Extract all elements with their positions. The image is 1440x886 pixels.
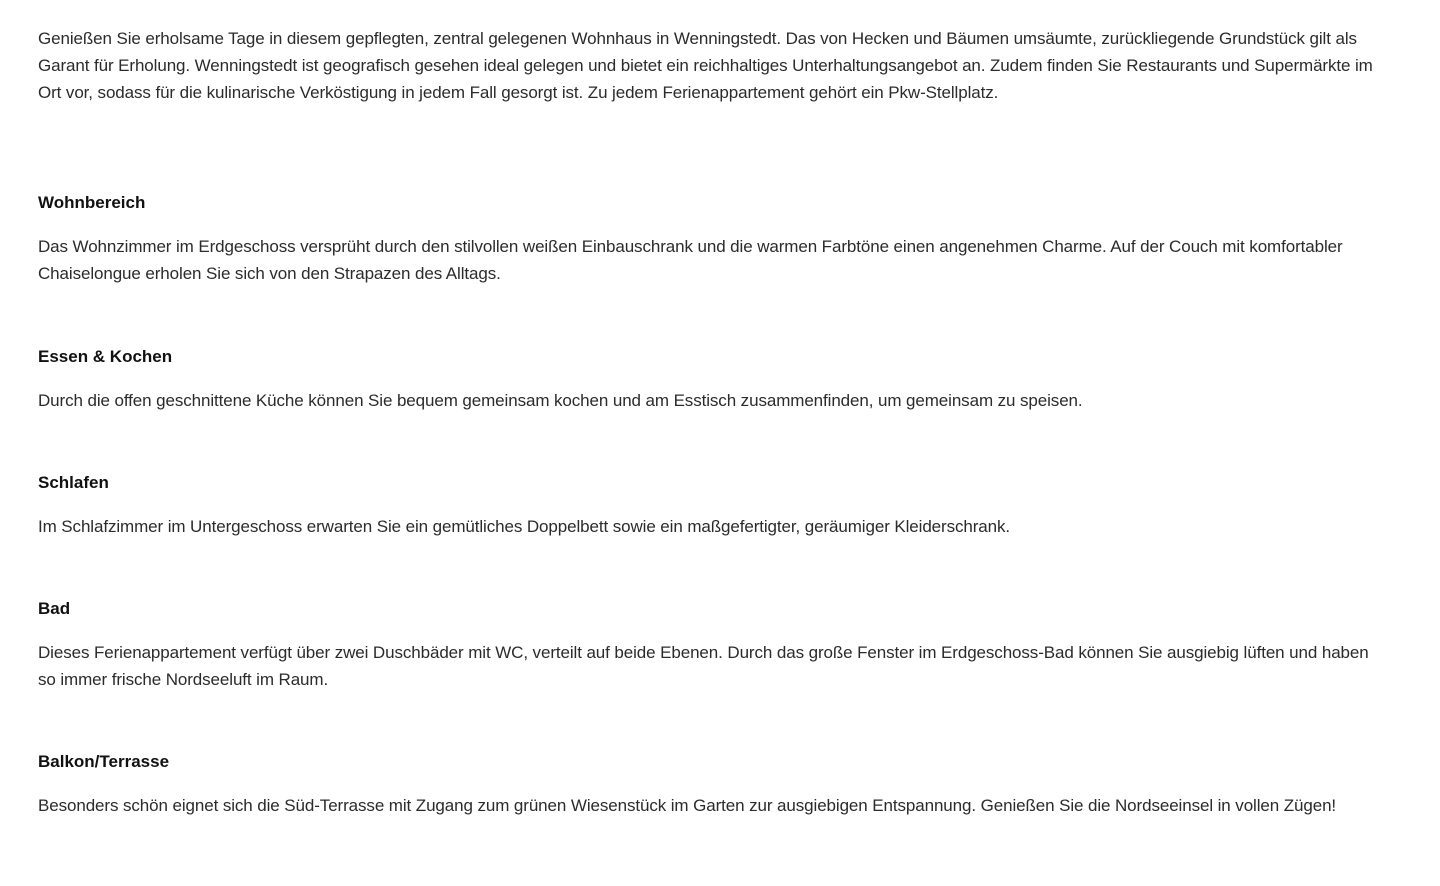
section-heading: Balkon/Terrasse [38,752,170,771]
section-essen-kochen [38,345,1378,414]
section-balkon-terrasse [38,750,1378,819]
section-schlafen [38,471,1378,540]
section-text: Dieses Ferienappartement verfügt über zwei Duschbäder mit WC, verteilt auf beide Ebenen. Durch das große Fenster im Erdgeschoss-Bad können Sie ausgiebig lüften und haben so immer frische Nordseeluft im Raum. [38,643,1369,689]
section-wohnbereich [38,191,1378,287]
section-heading: Wohnbereich [38,193,146,212]
section-heading: Schlafen [38,473,109,492]
section-text: Im Schlafzimmer im Untergeschoss erwarten Sie ein gemütliches Doppelbett sowie ein maßgefertigter, geräumiger Kleiderschrank. [38,517,1011,536]
intro-paragraph: Genießen Sie erholsame Tage in diesem gepflegten, zentral gelegenen Wohnhaus in Wenningstedt. Das von Hecken und Bäumen umsäumte, zurückliegende Grundstück gilt als Garant für Erholung. Wenningstedt ist geografisch gesehen ideal gelegen und bietet ein reichhaltiges Unterhaltungsangebot an. Zudem finden Sie Restaurants und Supermärkte im Ort vor, sodass für die kulinarische Verköstigung in jedem Fall gesorgt ist. Zu jedem Ferienappartement gehört ein Pkw-Stellplatz. [38,29,1373,102]
section-text: Durch die offen geschnittene Küche können Sie bequem gemeinsam kochen und am Esstisch zusammenfinden, um gemeinsam zu speisen. [38,391,1083,410]
section-bad [38,597,1378,693]
section-heading: Essen & Kochen [38,347,173,366]
section-text: Besonders schön eignet sich die Süd-Terrasse mit Zugang zum grünen Wiesenstück im Garten zur ausgiebigen Entspannung. Genießen Sie die Nordseeinsel in vollen Zügen! [38,796,1337,815]
section-heading: Bad [38,599,71,618]
section-text: Das Wohnzimmer im Erdgeschoss versprüht durch den stilvollen weißen Einbauschrank und die warmen Farbtöne einen angenehmen Charme. Auf der Couch mit komfortabler Chaiselongue erholen Sie sich von den Strapazen des Alltags. [38,237,1343,283]
